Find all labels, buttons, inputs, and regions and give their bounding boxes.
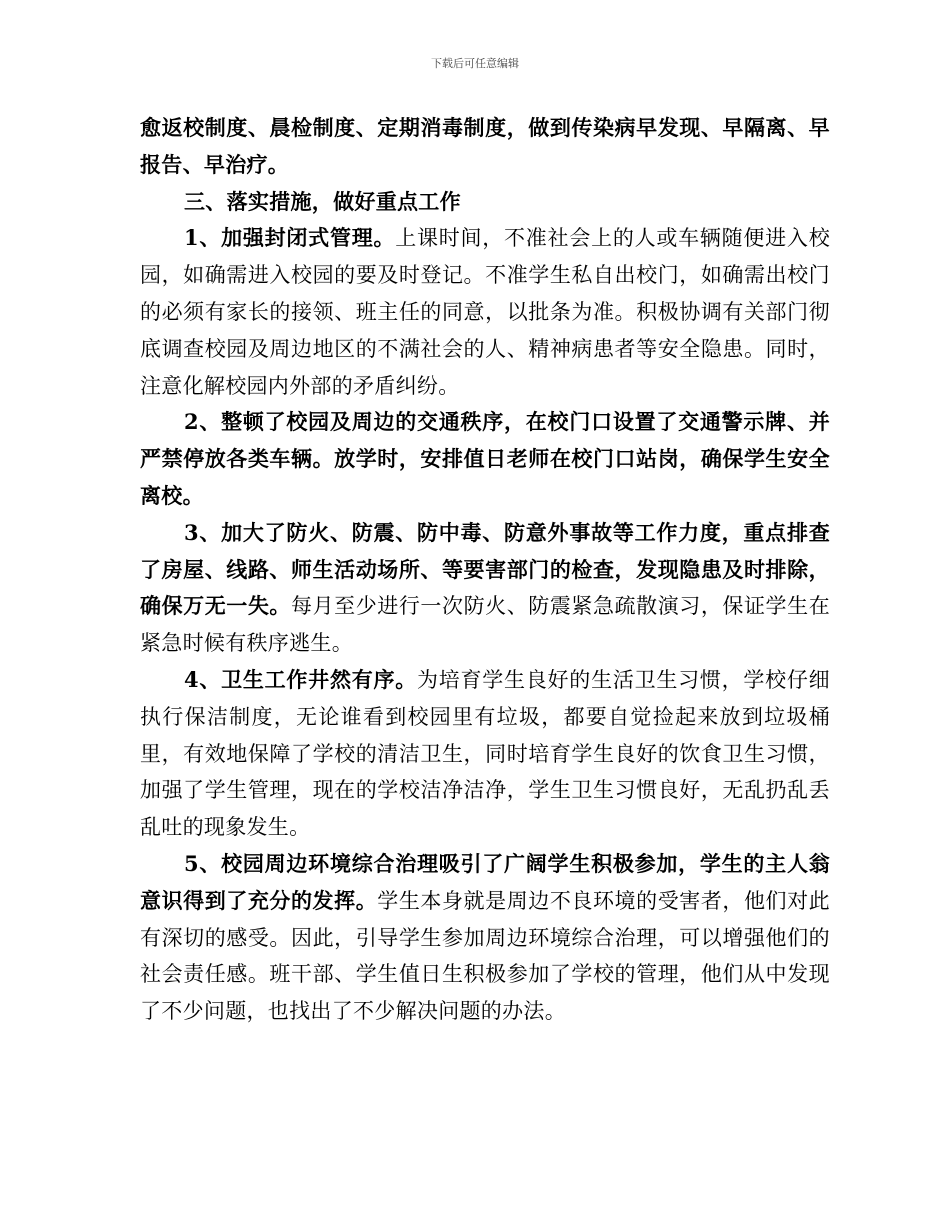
paragraph-text-bold: 愈返校制度、晨检制度、定期消毒制度，做到传染病早发现、早隔离、早报告、早治疗。 [140,115,830,177]
paragraph-item-2 [140,404,830,514]
item-5-lead: 5、校园周边环境综合治理吸引了广阔学生积极参加，学生的主人翁意识得到了充分的发挥。 [140,850,830,913]
item-4-lead: 4、卫生工作井然有序。 [184,666,417,692]
item-5-body: 学生本身就是周边不良环境的受害者，他们对此有深切的感受。因此，引导学生参加周边环境综合治理，可以增强他们的社会责任感。班干部、学生值日生积极参加了学校的管理，他们从中发现了不少问题，也找出了不少解决问题的办法。 [140,888,830,1024]
paragraph-item-3 [140,515,830,662]
item-2-lead: 2、整顿了校园及周边的交通秩序，在校门口设置了交通警示牌、并严禁停放各类车辆。放学时，安排值日老师在校门口站岗，确保学生安全离校。 [140,409,830,508]
paragraph-item-4 [140,662,830,846]
item-1-lead: 1、加强封闭式管理。 [184,225,396,251]
page-header: 下载后可任意编辑 [431,57,519,70]
document-body [140,110,830,1030]
item-3-lead: 3、加大了防火、防震、防中毒、防意外事故等工作力度，重点排查了房屋、线路、师生活动场所、等要害部门的检查，发现隐患及时排除，确保万无一失。 [140,519,830,619]
paragraph-item-5 [140,846,830,1030]
paragraph-item-1 [140,220,830,404]
item-3-body: 每月至少进行一次防火、防震紧急疏散演习，保证学生在紧急时候有秩序逃生。 [140,594,830,656]
section-heading-text: 三、落实措施，做好重点工作 [184,188,461,214]
item-1-body: 上课时间，不准社会上的人或车辆随便进入校园，如确需进入校园的要及时登记。不准学生私自出校门，如确需出校门的必须有家长的接领、班主任的同意，以批条为准。积极协调有关部门彻底调查校园及周边地区的不满社会的人、精神病患者等安全隐患。同时，注意化解校园内外部的矛盾纠纷。 [140,226,830,398]
item-4-body: 为培育学生良好的生活卫生习惯，学校仔细执行保洁制度，无论谁看到校园里有垃圾，都要自觉捡起来放到垃圾桶里，有效地保障了学校的清洁卫生，同时培育学生良好的饮食卫生习惯，加强了学生管理，现在的学校洁净洁净，学生卫生习惯良好，无乱扔乱丢乱吐的现象发生。 [140,667,830,840]
paragraph-continuation [140,110,830,184]
section-heading [140,184,830,221]
